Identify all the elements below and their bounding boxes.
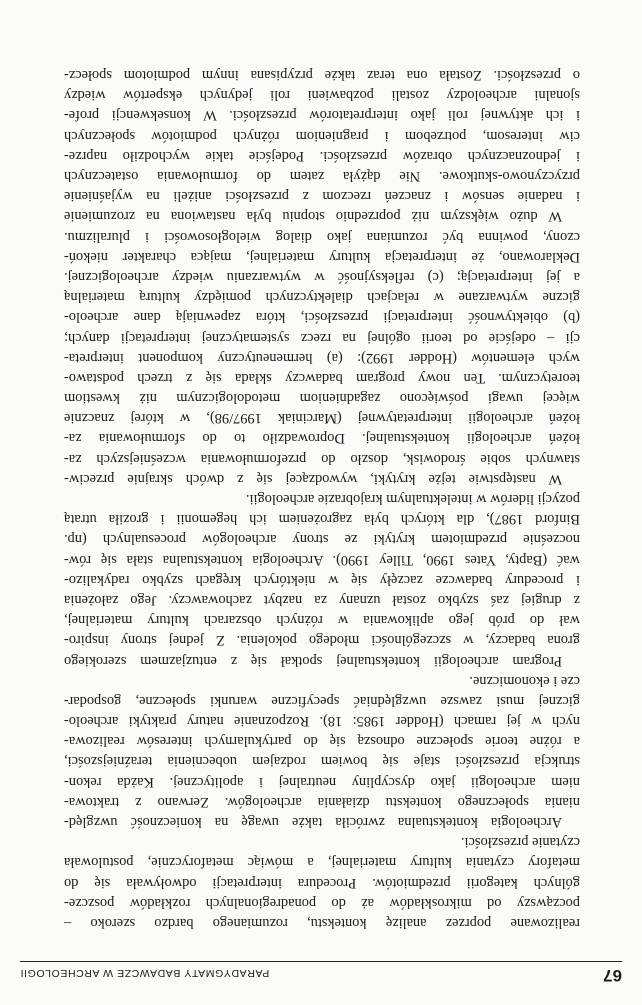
running-head: PARADYGMATY BADAWCZE W ARCHEOLOGII bbox=[20, 967, 270, 979]
text-line: przyczynowo-skutkowe. Nie dążyła zatem do formułowania ostatecznych bbox=[64, 168, 580, 185]
text-line: gicznej musi zawsze uwzględniać specyficzne warunki społeczne, gospodar- bbox=[64, 692, 580, 709]
paragraph-3 bbox=[64, 489, 580, 671]
text-line: pozycji liderów w intelektualnym krajobrazie archeologii. bbox=[245, 491, 580, 508]
text-line: czytanie przeszłości. bbox=[460, 834, 580, 851]
text-line: cze i ekonomiczne. bbox=[469, 672, 580, 689]
text-line: i nadanie sensów i znaczeń rzeczom z przeszłości aniżeli na wyjaśnienie bbox=[64, 188, 580, 205]
text-line: teoretycznym. Ten nowy program badawczy składa się z trzech podstawo- bbox=[64, 369, 580, 386]
text-line: Binford 1987), dla których była zagrożeniem ich hegemonii i groziła utratą bbox=[64, 511, 580, 528]
text-line: niem archeologii jako dyscypliny neutralnej i apolitycznej. Każda rekon- bbox=[64, 773, 580, 790]
text-line: począwszy od mikroskładów aż do ponadregionalnych rozkładów poszcze- bbox=[64, 894, 580, 911]
text-line: sjonalni archeolodzy zostali pozbawieni roli jedynych ekspertów wiedzy bbox=[64, 87, 580, 104]
text-line: metafory czytania kultury materialnej, a mówiąc metaforycznie, postulowała bbox=[64, 854, 580, 871]
text-line: strukcja przeszłości staje się bowiem rodzajem uobecnienia teraźniejszości, bbox=[64, 753, 580, 770]
text-line: giczne wytwarzane w relacjach dialektycznych pomiędzy kulturą materialną bbox=[64, 289, 580, 306]
page-header bbox=[20, 965, 622, 985]
text-line: i ich aktywnej roli jako interpretatorów przeszłości. W konsekwencji profe- bbox=[64, 107, 580, 124]
text-line: a jej interpretacją; (c) refleksyjność w wytwarzaniu wiedzy archeologicznej. bbox=[64, 269, 580, 285]
text-line: a różne teorie społeczne odnoszą się do partykularnych interesów realizowa- bbox=[64, 733, 580, 750]
text-line: czony, powinna być rozumiana jako dialog wielogłosowości i pluralizmu. bbox=[64, 228, 580, 245]
text-line: gólnych kategorii przedmiotów. Procedura interpretacji odwoływała się do bbox=[64, 874, 580, 891]
text-line: i procedury badawcze zaczęły się w niektórych kręgach szybko radykalizo- bbox=[64, 571, 580, 588]
text-line: W dużo większym niż poprzednio stopniu była nastawiona na zrozumienie bbox=[64, 208, 562, 225]
text-line: o przeszłości. Została ona teraz także przypisana innym podmiotom społecz- bbox=[64, 67, 580, 84]
text-line: (b) obiektywność interpretacji przeszłości, która zapewniają dane archeolo- bbox=[64, 309, 580, 326]
paragraph-5 bbox=[64, 65, 580, 227]
body-text bbox=[64, 65, 580, 933]
paragraph-1 bbox=[64, 832, 580, 933]
text-line: cji – odejście od teorii ogólnej na rzecz systematycznej interpretacji danych; bbox=[64, 329, 580, 346]
text-line: nych w jej ramach (Hodder 1985: 18). Rozpoznanie natury praktyki archeolo- bbox=[64, 713, 580, 730]
text-line: ciw interesom, potrzebom i pragnieniom różnych podmiotów społecznych bbox=[64, 127, 580, 144]
paragraph-2 bbox=[64, 671, 580, 833]
text-line: łożeń archeologii kontekstualnej. Doprowadziło to do sformułowania za- bbox=[64, 430, 580, 447]
text-line: nocześnie przedmiotem krytyki ze strony archeologów procesualnych (np. bbox=[64, 531, 580, 548]
text-line: Deklarowano, że interpretacja kultury materialnej, mająca charakter niekoń- bbox=[64, 248, 580, 265]
text-line: niania społecznego kontekstu działania archeologów. Zerwano z traktowa- bbox=[64, 793, 580, 810]
text-line: Archeologia kontekstualna zwróciła także uwagę na konieczność uwzględ- bbox=[64, 814, 562, 831]
text-line: więcej uwagi poświęcono zagadnieniom metodologicznym niż kwestiom bbox=[64, 390, 580, 407]
text-line: łożeń archeologii interpretatywnej (Marciniak 1997/98), w której znacznie bbox=[64, 410, 580, 427]
page-number: 67 bbox=[603, 966, 622, 985]
text-line: wać (Bapty, Yates 1990, Tilley 1990). Archeologia kontekstualna stała się rów- bbox=[64, 551, 580, 568]
text-line: i jednoznacznych obrazów przeszłości. Podejście takie wychodziło naprze- bbox=[64, 147, 580, 164]
text-line: stawnych sobie środowisk, doszło do przeformułowania wcześniejszych za- bbox=[64, 450, 580, 467]
text-line: wych elementów (Hodder 1992): (a) hermeneutyczny komponent interpreta- bbox=[64, 349, 580, 366]
text-line: z drugiej zaś szybko został uznany za nazbyt zachowawczy. Jego założenia bbox=[64, 592, 580, 608]
header-rule bbox=[20, 961, 622, 962]
text-line: W następstwie tejże krytyki, wywodzącej się z dwóch skrajnie przeciw- bbox=[64, 470, 562, 487]
paragraph-4 bbox=[64, 226, 580, 488]
text-line: realizowane poprzez analizę kontekstu, rozumianego bardzo szeroko – bbox=[64, 915, 580, 931]
text-line: Program archeologii kontekstualnej spotkał się z entuzjazmem szerokiego bbox=[64, 652, 562, 669]
text-line: grona badaczy, w szczególności młodego pokolenia. Z jednej strony inspiro- bbox=[64, 632, 580, 649]
text-line: wał do prób jego aplikowania w różnych obszarach kultury materialnej, bbox=[64, 612, 580, 629]
